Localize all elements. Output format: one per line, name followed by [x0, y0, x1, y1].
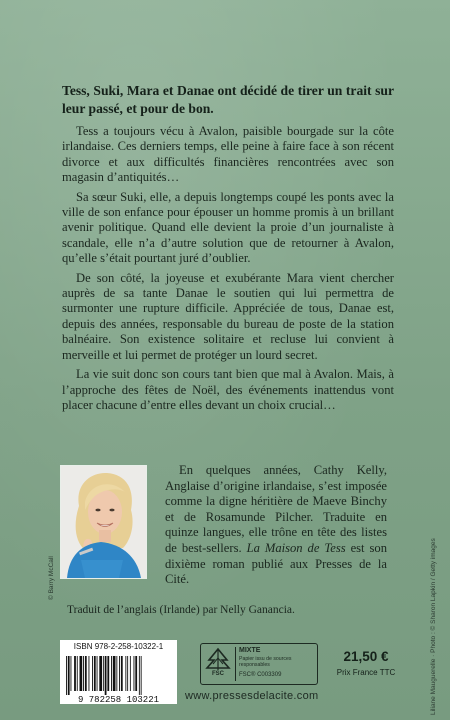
barcode-bar: [105, 656, 107, 695]
photo-credit: © Barry McCall: [48, 556, 55, 600]
barcode-bar: [141, 656, 142, 695]
barcode-bar: [77, 656, 78, 691]
author-bio: [165, 463, 387, 588]
barcode-bar: [97, 656, 98, 691]
barcode-bar: [68, 656, 70, 695]
author-portrait-image: [61, 466, 146, 578]
barcode-bar: [94, 656, 96, 691]
barcode: [60, 653, 177, 704]
cover-credit: Liliane Mauguerelle · Photo : © Sharon Lapkin / Getty images: [430, 538, 437, 715]
fsc-title: MIXTE: [239, 647, 261, 654]
book-title: La Maison de Tess: [246, 540, 346, 555]
barcode-bar: [83, 656, 84, 691]
synopsis-paragraph: De son côté, la joyeuse et exubérante Mara vient chercher auprès de sa tante Danae le soutien qui lui permettra de surmonter une rupture difficile. Appréciée de tous, Danae est, depuis des années, responsable du bureau de poste de la station balnéaire. Son existence solitaire et recluse lui convient à merveille et lui permet de protéger un lourd secret.: [62, 270, 394, 362]
barcode-bar: [127, 656, 128, 691]
author-photo: [60, 465, 147, 579]
barcode-bar: [71, 656, 72, 691]
fsc-label: [200, 643, 318, 685]
barcode-bar: [139, 656, 140, 695]
barcode-bar: [111, 656, 112, 691]
barcode-bar: [66, 656, 67, 695]
synopsis: [62, 124, 394, 413]
barcode-bar: [92, 656, 93, 691]
fsc-logo-text: FSC: [212, 671, 224, 677]
fsc-description: Papier issu de sources responsables: [239, 656, 292, 668]
fsc-code: FSC® C003309: [239, 672, 282, 678]
publisher-url: www.pressesdelacite.com: [185, 690, 319, 702]
barcode-bar: [116, 656, 117, 691]
barcode-bar: [121, 656, 123, 691]
translator-credit: Traduit de l’anglais (Irlande) par Nelly Ganancia.: [67, 604, 295, 616]
barcode-bar: [119, 656, 120, 691]
barcode-bar: [125, 656, 126, 691]
barcode-bar: [135, 656, 137, 691]
fsc-divider: [235, 647, 236, 681]
bio-text-end: est son dixième roman publié aux Presses de la Cité.: [165, 540, 387, 587]
barcode-bar: [134, 656, 135, 691]
barcode-bar: [130, 656, 131, 691]
barcode-bar: [85, 656, 87, 691]
synopsis-paragraph: Tess a toujours vécu à Avalon, paisible bourgade sur la côte irlandaise. Ces derniers temps, elle peine à faire face à son récent divorce et aux difficultés financières rencontrées avec son magasin d’antiquités…: [62, 124, 394, 185]
barcode-bar: [89, 656, 90, 691]
bio-text: En quelques années, Cathy Kelly, Anglaise d’origine irlandaise, s’est imposée comme la digne héritière de Maeve Binchy et de Rosamunde Pilcher. Traduite en quinze langues, elle trône en tête des listes de best-sellers.: [165, 463, 387, 555]
barcode-bar: [80, 656, 83, 691]
barcode-bar: [74, 656, 76, 691]
barcode-bar: [107, 656, 109, 691]
barcode-bar: [113, 656, 116, 691]
synopsis-paragraph: Sa sœur Suki, elle, a depuis longtemps coupé les ponts avec la ville de son enfance pour épouser un homme promis à un brillant avenir politique. Quand elle devient la proie d’un journaliste à scandale, elle n’a d’autre solution que de retourner à Avalon, qu’elle s’était pourtant juré d’oublier.: [62, 189, 394, 266]
barcode-icon: [60, 653, 177, 704]
barcode-digits: 9 782258 103221: [77, 695, 160, 704]
lead-text: Tess, Suki, Mara et Danae ont décidé de tirer un trait sur leur passé, et pour de bon.: [62, 83, 394, 116]
price-note: Prix France TTC: [336, 668, 396, 677]
barcode-bar: [103, 656, 104, 691]
isbn-label: ISBN 978-2-258-10322-1: [60, 640, 177, 653]
price: 21,50 €: [343, 649, 389, 664]
barcode-bar: [99, 656, 102, 691]
synopsis-paragraph: La vie suit donc son cours tant bien que mal à Avalon. Mais, à l’approche des fêtes de Noël, des événements inattendus vont placer chacune d’entre elles devant un choix crucial…: [62, 367, 394, 412]
